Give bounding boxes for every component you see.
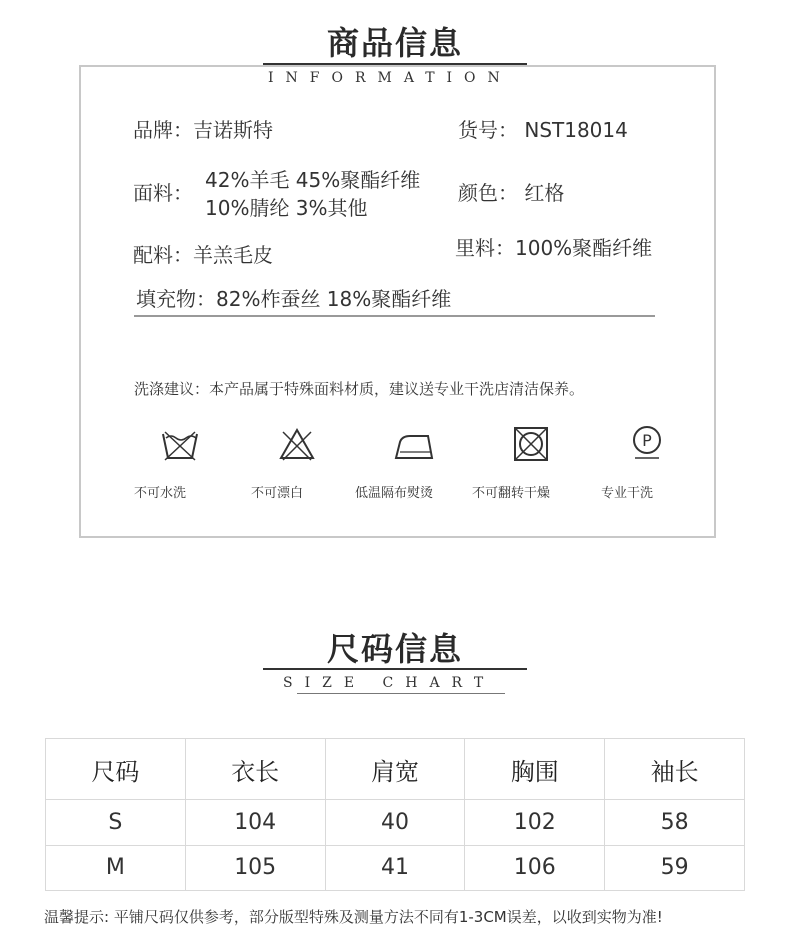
sleeve-cell: 59 — [605, 845, 745, 890]
size-table — [45, 738, 745, 891]
no-wash-icon — [160, 424, 200, 464]
size-cell: S — [46, 800, 186, 845]
color-text: 颜色： 红格 — [458, 181, 565, 205]
low-iron-icon — [394, 424, 434, 464]
table-row — [46, 800, 745, 845]
fabric-label: 面料： — [133, 181, 193, 205]
header-chest: 胸围 — [465, 739, 605, 800]
fabric-line1: 42%羊毛 45%聚酯纤维 — [205, 168, 421, 192]
care-item-no-wash — [100, 424, 220, 501]
svg-text:P: P — [642, 431, 652, 450]
care-note: 洗涤建议：本产品属于特殊面料材质，建议送专业干洗店清洁保养。 — [134, 380, 585, 398]
size-table-header-row — [46, 739, 745, 800]
filling-text: 填充物：82%柞蚕丝 18%聚酯纤维 — [136, 287, 452, 311]
care-item-dry-clean — [567, 424, 687, 501]
info-divider — [134, 315, 655, 317]
product-info-subtitle: INFORMATION — [268, 70, 512, 86]
sleeve-cell: 58 — [605, 800, 745, 845]
dry-clean-icon — [627, 424, 667, 464]
chest-cell: 102 — [465, 800, 605, 845]
no-tumble-dry-label: 不可翻转干燥 — [471, 486, 550, 501]
no-bleach-icon — [277, 424, 317, 464]
low-iron-label: 低温隔布熨烫 — [354, 486, 433, 501]
dry-clean-label: 专业干洗 — [600, 486, 653, 501]
size-info-title: 尺码信息 — [327, 630, 464, 668]
size-title-rule-top — [263, 668, 527, 670]
header-sleeve: 袖长 — [605, 739, 745, 800]
size-title-rule-bottom — [297, 693, 505, 694]
info-title-rule — [263, 63, 527, 65]
shoulder-cell: 40 — [325, 800, 465, 845]
length-cell: 105 — [185, 845, 325, 890]
accessory-text: 配料：羊羔毛皮 — [133, 243, 273, 267]
no-tumble-dry-icon — [511, 424, 551, 464]
lining-text: 里料：100%聚酯纤维 — [455, 236, 653, 260]
chest-cell: 106 — [465, 845, 605, 890]
no-wash-label: 不可水洗 — [133, 486, 186, 501]
length-cell: 104 — [185, 800, 325, 845]
table-row — [46, 845, 745, 890]
shoulder-cell: 41 — [325, 845, 465, 890]
care-item-no-bleach — [217, 424, 337, 501]
item-number-text: 货号： NST18014 — [458, 118, 628, 142]
fabric-line2: 10%腈纶 3%其他 — [205, 196, 368, 220]
care-item-no-tumble — [451, 424, 571, 501]
brand-text: 品牌：吉诺斯特 — [133, 118, 273, 142]
size-cell: M — [46, 845, 186, 890]
header-size: 尺码 — [46, 739, 186, 800]
size-info-subtitle: SIZE CHART — [283, 675, 496, 691]
care-item-low-iron — [334, 424, 454, 501]
header-length: 衣长 — [185, 739, 325, 800]
header-shoulder: 肩宽 — [325, 739, 465, 800]
no-bleach-label: 不可漂白 — [250, 486, 303, 501]
product-info-title: 商品信息 — [327, 24, 464, 62]
size-note: 温馨提示: 平铺尺码仅供参考，部分版型特殊及测量方法不同有1-3CM误差，以收到实物为准! — [44, 908, 663, 926]
